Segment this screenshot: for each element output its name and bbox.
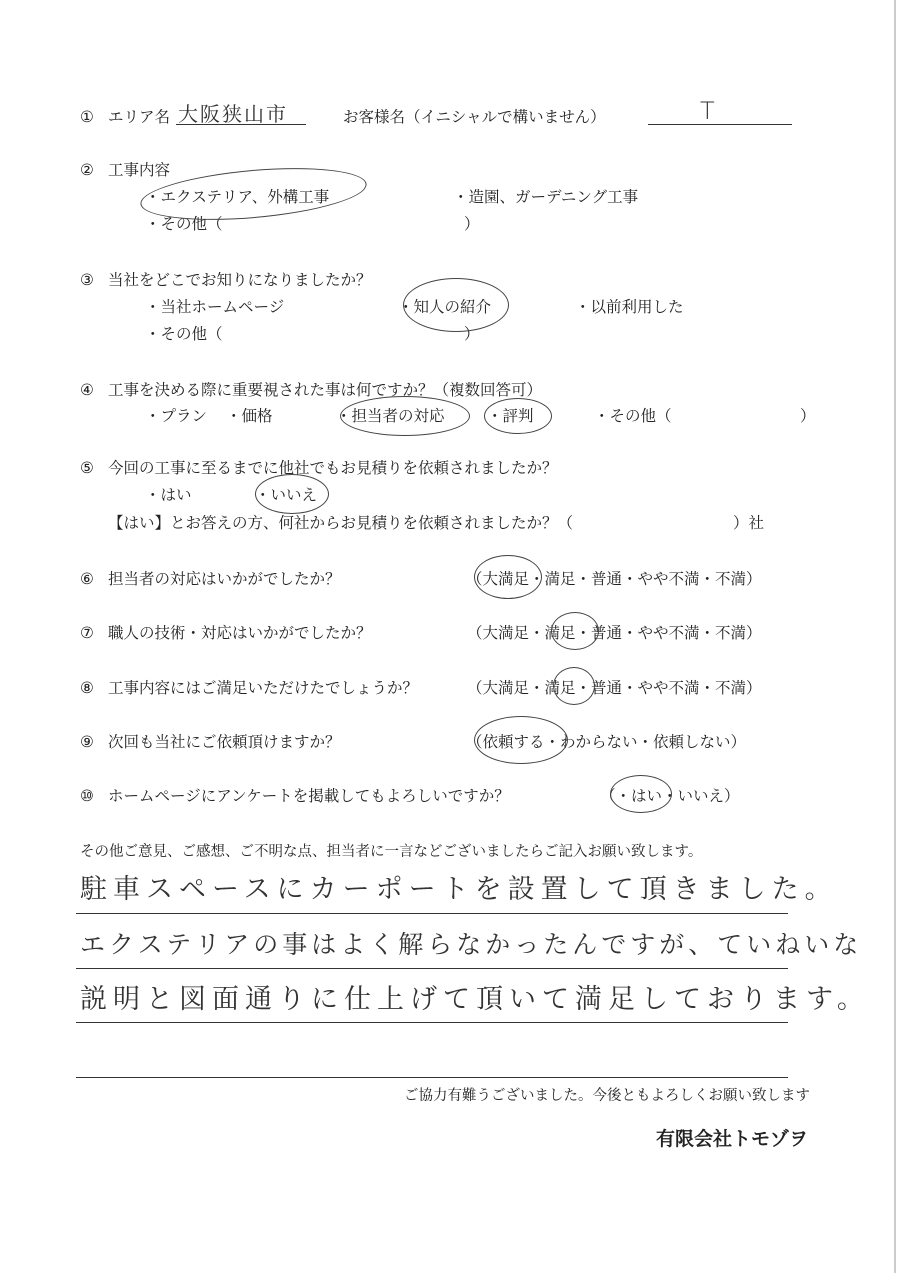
selection-circle — [610, 775, 672, 813]
q4-number: ④ — [80, 381, 94, 399]
q5-followup: 【はい】とお答えの方、何社からお見積りを依頼されましたか？（ — [108, 514, 574, 532]
q2-option-other-close: ） — [464, 215, 480, 233]
q2-option-garden: ・造園、ガーデニング工事 — [453, 188, 639, 206]
q5-number: ⑤ — [80, 459, 94, 477]
q6-scale: （大満足・満足・普通・やや不満・不満） — [467, 570, 762, 588]
q10-scale: （・はい・いいえ） — [600, 787, 740, 805]
q4-option-plan: ・プラン — [145, 407, 208, 425]
area-underline — [176, 124, 306, 125]
q8-number: ⑧ — [80, 679, 94, 697]
q5-followup-end: ）社 — [733, 514, 765, 532]
q2-option-exterior: ・エクステリア、外構工事 — [145, 188, 330, 206]
selection-circle — [255, 474, 329, 514]
q7-number: ⑦ — [80, 624, 94, 642]
q4-label: 工事を決める際に重要視された事は何ですか？（複数回答可） — [108, 381, 543, 399]
comment-rule — [76, 968, 788, 969]
q8-label: 工事内容にはご満足いただけたでしょうか？ — [108, 679, 419, 697]
selection-circle — [474, 716, 568, 764]
q4-option-price: ・価格 — [226, 407, 273, 425]
q2-number: ② — [80, 161, 94, 179]
scan-edge — [894, 0, 896, 1273]
q4-option-other: ・その他（ — [594, 407, 672, 425]
selection-circle — [484, 398, 552, 434]
customer-label: お客様名（イニシャルで構いません） — [343, 108, 606, 126]
comment-line-1: 駐車スペースにカーポートを設置して頂きました。 — [80, 874, 838, 905]
selection-circle — [403, 278, 509, 332]
customer-value: T — [700, 97, 721, 125]
q5-label: 今回の工事に至るまでに他社でもお見積りを依頼されましたか？ — [108, 459, 558, 477]
selection-circle — [553, 667, 595, 705]
q3-label: 当社をどこでお知りになりましたか？ — [108, 271, 372, 289]
q4-option-other-close: ） — [800, 407, 816, 425]
q3-option-other-close: ） — [464, 325, 480, 343]
q3-option-referral: ・知人の紹介 — [398, 298, 492, 316]
q4-option-staff: ・担当者の対応 — [336, 407, 445, 425]
comment-rule — [76, 1077, 788, 1078]
q8-scale: （大満足・満足・普通・やや不満・不満） — [467, 679, 762, 697]
selection-circle — [551, 612, 599, 650]
q6-number: ⑥ — [80, 570, 94, 588]
q4-option-reputation: ・評判 — [487, 407, 534, 425]
q9-scale: （依頼する・わからない・依頼しない） — [467, 733, 747, 751]
q10-label: ホームページにアンケートを掲載してもよろしいですか？ — [108, 787, 510, 805]
area-value: 大阪狭山市 — [178, 102, 288, 126]
q3-option-other: ・その他（ — [145, 325, 223, 343]
comment-rule — [76, 1022, 788, 1023]
q7-label: 職人の技術・対応はいかがでしたか？ — [108, 624, 372, 642]
selection-circle — [138, 160, 368, 228]
q6-label: 担当者の対応はいかがでしたか？ — [108, 570, 341, 588]
closing-text: ご協力有難うございました。今後ともよろしくお願い致します — [404, 1088, 810, 1104]
q9-number: ⑨ — [80, 733, 94, 751]
q1-label: エリア名 — [108, 108, 171, 126]
company-name: 有限会社トモゾヲ — [655, 1128, 808, 1150]
q2-label: 工事内容 — [108, 161, 171, 179]
q3-number: ③ — [80, 271, 94, 289]
q10-number: ⑩ — [80, 787, 94, 805]
comments-label: その他ご意見、ご感想、ご不明な点、担当者に一言などございましたらご記入お願い致します。 — [80, 844, 703, 860]
comment-rule — [76, 913, 788, 914]
q9-label: 次回も当社にご依頼頂けますか？ — [108, 733, 341, 751]
q1-number: ① — [80, 108, 94, 126]
comment-line-2: エクステリアの事はよく解らなかったんですが、ていねいな — [80, 930, 863, 959]
selection-circle — [340, 396, 470, 436]
q7-scale: （大満足・満足・普通・やや不満・不満） — [467, 624, 762, 642]
customer-underline — [648, 124, 792, 125]
q5-option-no: ・いいえ — [255, 486, 318, 504]
q3-option-homepage: ・当社ホームページ — [145, 298, 285, 316]
q5-option-yes: ・はい — [145, 486, 192, 504]
comment-line-3: 説明と図面通りに仕上げて頂いて満足しております。 — [80, 984, 870, 1015]
q2-option-other: ・その他（ — [145, 215, 223, 233]
q3-option-previous: ・以前利用した — [575, 298, 684, 316]
selection-circle — [474, 555, 542, 599]
